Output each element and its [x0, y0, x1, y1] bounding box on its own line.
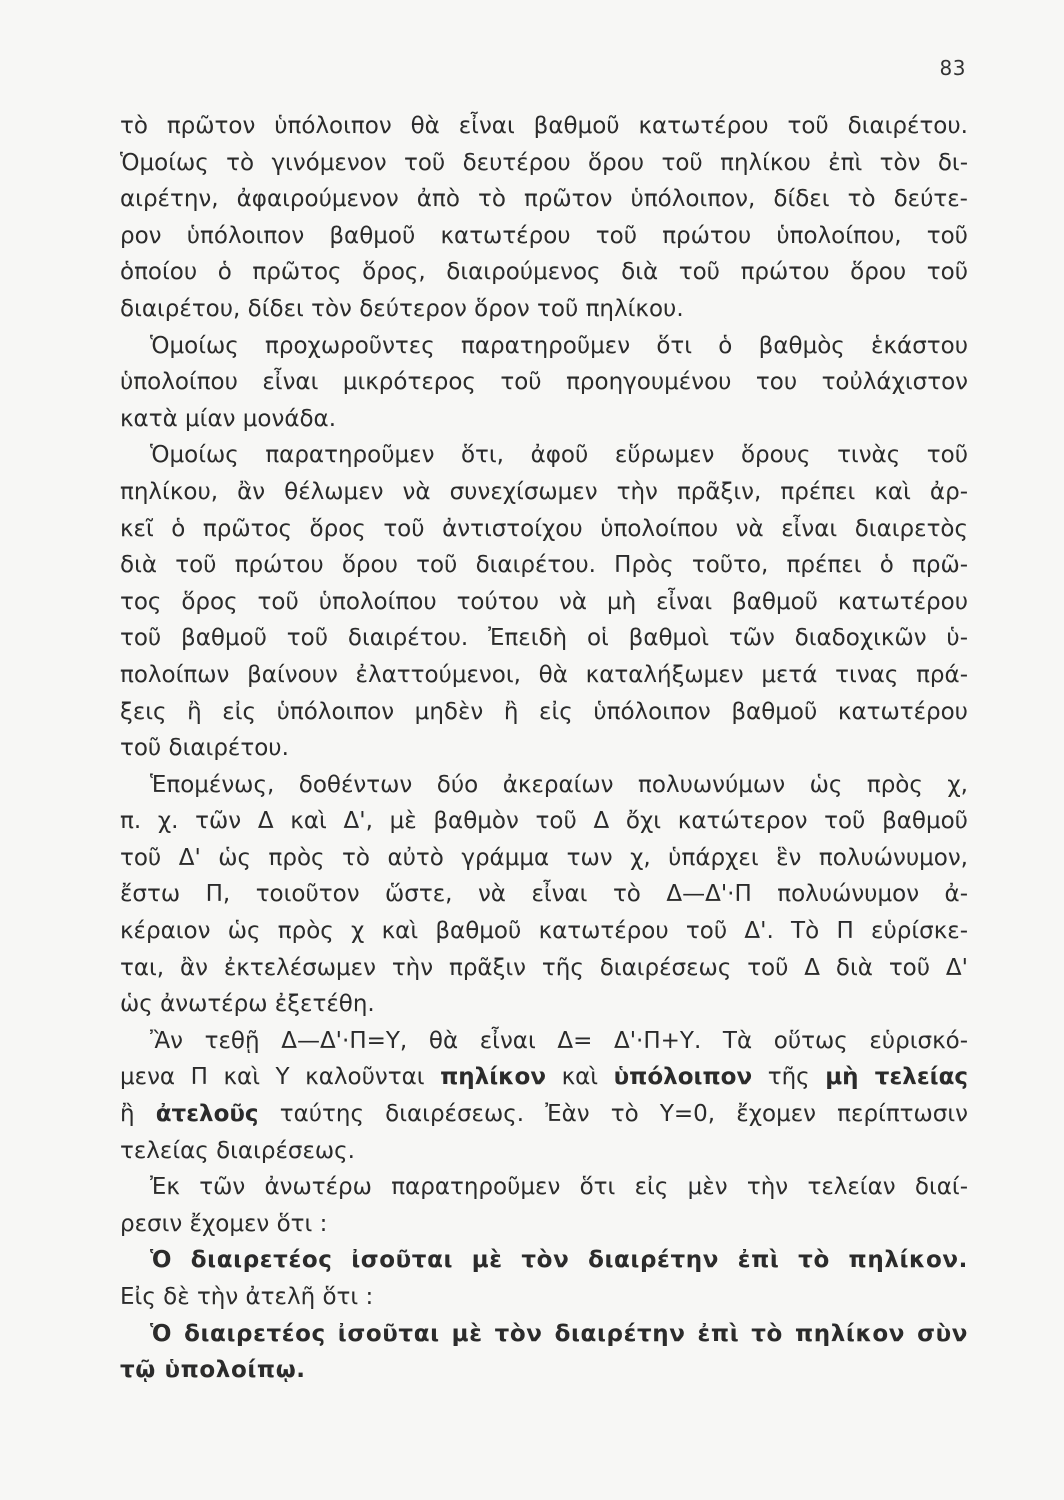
- text-line: διὰ τοῦ πρώτου ὅρου τοῦ διαιρέτου. Πρὸς τοῦτο, πρέπει ὁ πρῶ-: [120, 552, 968, 579]
- text-line: τὸ πρῶτον ὑπόλοιπον θὰ εἶναι βαθμοῦ κατωτέρου τοῦ διαιρέτου.: [120, 113, 968, 139]
- text-line: ἔστω Π, τοιοῦτον ὥστε, νὰ εἶναι τὸ Δ—Δ'·Π πολυώνυμον ἀ-: [120, 881, 968, 908]
- text-line: [120, 1169, 968, 1206]
- text-line: κατὰ μίαν μονάδα.: [120, 405, 337, 432]
- text-line: Ὁμοίως τὸ γινόμενον τοῦ δευτέρου ὅρου τοῦ πηλίκου ἐπὶ τὸν δι-: [120, 149, 968, 176]
- text-segment: μενα Π καὶ Υ καλοῦνται: [120, 1064, 441, 1091]
- text-line: ὡς ἀνωτέρω ἐξετέθη.: [120, 991, 375, 1018]
- text-line: [120, 1023, 968, 1060]
- text-segment: καὶ: [546, 1064, 614, 1091]
- connector-text: Εἰς δὲ τὴν ἀτελῆ ὅτι :: [120, 1284, 374, 1310]
- text-line: Ὁμοίως παρατηροῦμεν ὅτι, ἀφοῦ εὕρωμεν ὅρους τινὰς τοῦ: [150, 442, 968, 469]
- text-line: τος ὅρος τοῦ ὑπολοίπου τούτου νὰ μὴ εἶναι βαθμοῦ κατωτέρου: [120, 588, 968, 615]
- text-segment: τελείας διαιρέσεως.: [120, 1137, 355, 1164]
- text-line: ται, ἂν ἐκτελέσωμεν τὴν πρᾶξιν τῆς διαιρέσεως τοῦ Δ διὰ τοῦ Δ': [120, 954, 968, 981]
- text-line: [120, 1133, 968, 1170]
- text-line: πολοίπων βαίνουν ἐλαττούμενοι, θὰ καταλήξωμεν μετά τινας πρά-: [120, 661, 968, 688]
- bold-term: ἀτελοῦς: [155, 1101, 259, 1128]
- text-segment: Ἐκ τῶν ἀνωτέρω παρατηροῦμεν ὅτι εἰς μὲν τὴν τελείαν διαί-: [150, 1174, 968, 1201]
- text-segment: Ἂν τεθῇ Δ—Δ'·Π=Υ, θὰ εἶναι Δ= Δ'·Π+Υ. Τὰ οὕτως εὑρισκό-: [150, 1027, 968, 1054]
- body-text: [120, 108, 968, 1389]
- text-line: [120, 1059, 968, 1096]
- bold-term: ὑπόλοιπον: [613, 1064, 753, 1091]
- bold-term: πηλίκον: [440, 1064, 546, 1091]
- text-line: π. χ. τῶν Δ καὶ Δ', μὲ βαθμὸν τοῦ Δ ὄχι κατώτερον τοῦ βαθμοῦ: [120, 808, 968, 835]
- text-line: Ὁμοίως προχωροῦντες παρατηροῦμεν ὅτι ὁ βαθμὸς ἑκάστου: [150, 332, 968, 359]
- statement-perfect-division: Ὁ διαιρετέος ἰσοῦται μὲ τὸν διαιρέτην ἐπὶ τὸ πηλίκον.: [150, 1247, 968, 1274]
- text-segment: τῆς: [752, 1064, 826, 1091]
- statement-imperfect-division-line-1: Ὁ διαιρετέος ἰσοῦται μὲ τὸν διαιρέτην ἐπὶ τὸ πηλίκον σὺν: [150, 1320, 968, 1347]
- text-line: ὁποίου ὁ πρῶτος ὅρος, διαιρούμενος διὰ τοῦ πρώτου ὅρου τοῦ: [120, 259, 968, 286]
- text-line: κεῖ ὁ πρῶτος ὅρος τοῦ ἀντιστοίχου ὑπολοίπου νὰ εἶναι διαιρετὸς: [120, 515, 968, 542]
- page-number: 83: [939, 56, 966, 80]
- text-line: τοῦ βαθμοῦ τοῦ διαιρέτου. Ἐπειδὴ οἱ βαθμοὶ τῶν διαδοχικῶν ὑ-: [120, 625, 968, 652]
- statement-imperfect-division-line-2: τῷ ὑπολοίπῳ.: [120, 1357, 306, 1384]
- text-segment: ρεσιν ἔχομεν ὅτι :: [120, 1210, 328, 1237]
- bold-term: μὴ τελείας: [825, 1064, 969, 1091]
- text-line: [120, 1206, 968, 1243]
- text-line: τοῦ Δ' ὡς πρὸς τὸ αὐτὸ γράμμα των χ, ὑπάρχει ἓν πολυώνυμον,: [120, 844, 968, 871]
- text-segment: ταύτης διαιρέσεως. Ἐὰν τὸ Υ=0, ἔχομεν περίπτωσιν: [258, 1101, 968, 1128]
- text-line: διαιρέτου, δίδει τὸν δεύτερον ὅρον τοῦ πηλίκου.: [120, 295, 684, 322]
- text-line: ρον ὑπόλοιπον βαθμοῦ κατωτέρου τοῦ πρώτου ὑπολοίπου, τοῦ: [120, 222, 968, 249]
- text-line: κέραιον ὡς πρὸς χ καὶ βαθμοῦ κατωτέρου τοῦ Δ'. Τὸ Π εὑρίσκε-: [120, 918, 968, 945]
- text-line: πηλίκου, ἂν θέλωμεν νὰ συνεχίσωμεν τὴν πρᾶξιν, πρέπει καὶ ἀρ-: [120, 478, 968, 505]
- text-segment: ἢ: [120, 1101, 156, 1128]
- text-line: Ἑπομένως, δοθέντων δύο ἀκεραίων πολυωνύμων ὡς πρὸς χ,: [150, 771, 968, 798]
- text-line: αιρέτην, ἀφαιρούμενον ἀπὸ τὸ πρῶτον ὑπόλοιπον, δίδει τὸ δεύτε-: [120, 186, 968, 213]
- text-line: τοῦ διαιρέτου.: [120, 735, 289, 762]
- main-paragraphs: [120, 108, 968, 1023]
- definition-paragraphs: [120, 1023, 968, 1243]
- text-line: ὑπολοίπου εἶναι μικρότερος τοῦ προηγουμένου του τοὐλάχιστον: [120, 369, 968, 396]
- text-line: [120, 1096, 968, 1133]
- text-line: ξεις ἢ εἰς ὑπόλοιπον μηδὲν ἢ εἰς ὑπόλοιπον βαθμοῦ κατωτέρου: [120, 698, 968, 725]
